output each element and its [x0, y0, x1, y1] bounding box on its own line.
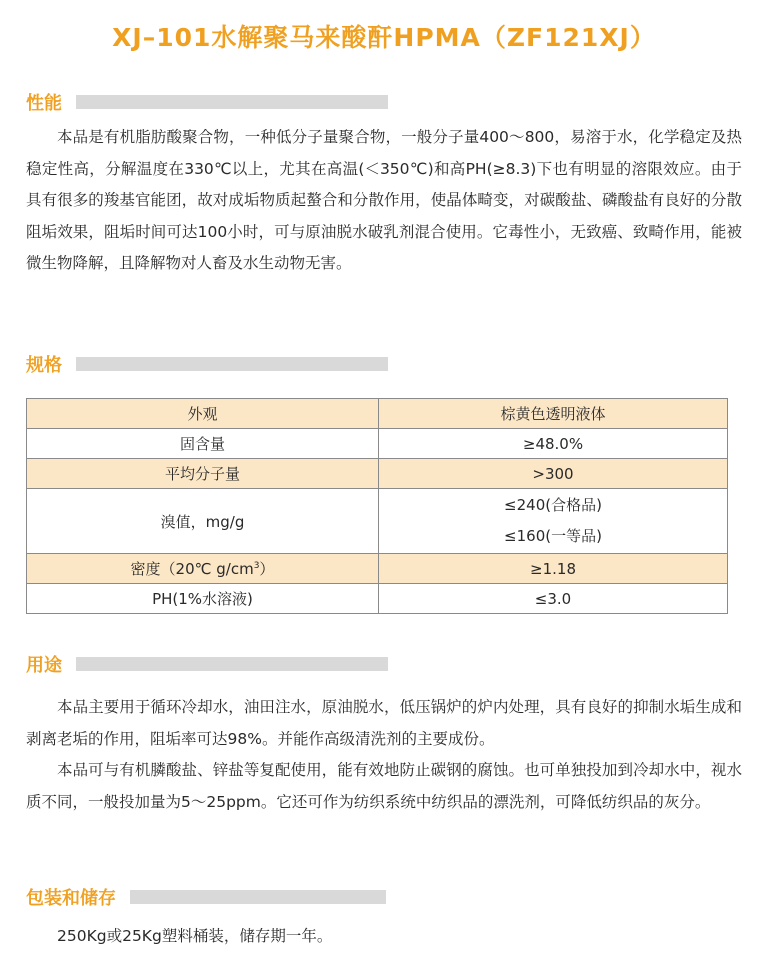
spec-name: 平均分子量 — [27, 459, 379, 489]
spec-name-superscript: 3 — [253, 561, 260, 571]
heading-bar — [76, 657, 388, 671]
spec-name: 固含量 — [27, 429, 379, 459]
section-heading-properties — [26, 91, 388, 113]
spec-value: ≥48.0% — [379, 429, 728, 459]
section-heading-usage — [26, 653, 388, 675]
properties-heading-label: 性能 — [26, 93, 62, 114]
heading-bar — [76, 95, 388, 109]
spec-value: >300 — [379, 459, 728, 489]
specs-heading-label: 规格 — [26, 355, 62, 376]
usage-text — [26, 692, 742, 818]
section-heading-specs — [26, 353, 388, 375]
spec-value — [379, 489, 728, 554]
spec-value: 棕黄色透明液体 — [379, 399, 728, 429]
spec-table — [26, 398, 728, 614]
spec-value: ≥1.18 — [379, 554, 728, 584]
spec-name-end: ） — [259, 560, 275, 578]
packaging-heading-label: 包装和储存 — [26, 888, 116, 909]
spec-name: 溴值，mg/g — [27, 489, 379, 554]
heading-bar — [130, 890, 386, 904]
usage-heading-label: 用途 — [26, 655, 62, 676]
table-row — [27, 429, 728, 459]
properties-text — [26, 122, 742, 280]
paragraph: 本品是有机脂肪酸聚合物，一种低分子量聚合物，一般分子量400～800，易溶于水，化学稳定及热稳定性高，分解温度在330℃以上，尤其在高温(＜350℃)和高PH(≥8.3)下也有明显的溶限效应。由于具有很多的羧基官能团，故对成垢物质起螯合和分散作用，使晶体畸变，对碳酸盐、磷酸盐有良好的分散阻垢效果，阻垢时间可达100小时，可与原油脱水破乳剂混合使用。它毒性小，无致癌、致畸作用，能被微生物降解，且降解物对人畜及水生动物无害。 — [26, 128, 742, 272]
paragraph: 本品可与有机膦酸盐、锌盐等复配使用，能有效地防止碳钢的腐蚀。也可单独投加到冷却水中，视水质不同，一般投加量为5～25ppm。它还可作为纺织系统中纺织品的漂洗剂，可降低纺织品的灰分。 — [26, 761, 742, 811]
spec-name — [27, 554, 379, 584]
table-row — [27, 554, 728, 584]
spec-value-line: ≤160(一等品) — [504, 527, 602, 545]
spec-value: ≤3.0 — [379, 584, 728, 614]
table-row — [27, 459, 728, 489]
spec-name: 外观 — [27, 399, 379, 429]
spec-name: PH(1%水溶液) — [27, 584, 379, 614]
section-heading-packaging — [26, 886, 386, 908]
spec-name-main: 密度（20℃ g/cm — [130, 560, 254, 578]
table-row — [27, 489, 728, 554]
paragraph: 本品主要用于循环冷却水，油田注水，原油脱水，低压锅炉的炉内处理，具有良好的抑制水垢生成和剥离老垢的作用，阻垢率可达98%。并能作高级清洗剂的主要成份。 — [26, 698, 742, 748]
page-title: XJ–101水解聚马来酸酐HPMA（ZF121XJ） — [112, 23, 656, 52]
paragraph: 250Kg或25Kg塑料桶装，储存期一年。 — [57, 927, 333, 945]
packaging-text — [26, 921, 742, 953]
table-row — [27, 399, 728, 429]
heading-bar — [76, 357, 388, 371]
table-row — [27, 584, 728, 614]
spec-value-line: ≤240(合格品) — [504, 496, 602, 514]
